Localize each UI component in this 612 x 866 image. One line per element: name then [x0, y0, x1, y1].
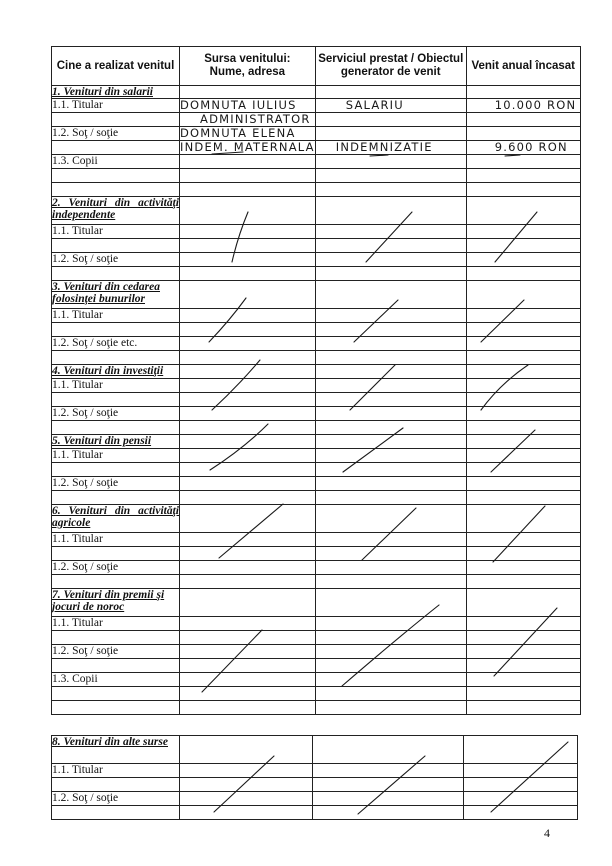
section-title: 5. Venituri din pensii: [52, 435, 180, 449]
handwritten-slash: [354, 300, 398, 342]
section-title: 6. Venituri din activităţi agricole: [52, 505, 180, 533]
handwritten-slash: [219, 504, 283, 558]
col-header-income: Venit anual încasat: [466, 47, 580, 86]
col-header-who: Cine a realizat venitul: [52, 47, 180, 86]
handwritten-slash: [342, 605, 439, 686]
handwritten-slash: [493, 506, 545, 562]
handwritten-slash: [481, 365, 528, 410]
handwritten-service: INDEMNIZATIE: [315, 141, 466, 155]
row-label: 1.1. Titular: [52, 225, 180, 239]
row-label: 1.1. Titular: [52, 764, 180, 778]
row-label: 1.1. Titular: [52, 99, 180, 113]
row-label: 1.2. Soţ / soţie: [52, 645, 180, 659]
row-label: 1.1. Titular: [52, 309, 180, 323]
col-header-service-line2: generator de venit: [340, 66, 441, 78]
handwritten-slash: [343, 428, 403, 472]
handwritten-slash: [210, 424, 268, 470]
handwritten-slash: [366, 212, 412, 262]
handwritten-income: 10.000 RON: [466, 99, 580, 113]
section-title: 7. Venituri din premii şi jocuri de noroc: [52, 589, 180, 617]
handwritten-slash: [491, 742, 568, 812]
handwritten-slash: [362, 508, 416, 560]
handwritten-slash: [481, 300, 524, 342]
handwritten-dash: [212, 152, 243, 154]
handwritten-source: INDEM. MATERNALA: [180, 140, 315, 154]
handwritten-income: 9.600 RON: [466, 141, 580, 155]
row-label: 1.1. Titular: [52, 617, 180, 631]
handwritten-slash: [494, 608, 557, 676]
row-label: 1.2. Soţ / soţie: [52, 792, 180, 806]
row-label: 1.2. Soţ / soţie: [52, 477, 180, 491]
section-title: 3. Venituri din cedarea folosinţei bunurilor: [52, 281, 180, 309]
row-label: 1.2. Soţ / soţie: [52, 561, 180, 575]
row-label: 1.2. Soţ / soţie: [52, 127, 180, 141]
row-label: 1.1. Titular: [52, 449, 180, 463]
row-label: 1.2. Soţ / soţie etc.: [52, 337, 180, 351]
section-title: 8. Venituri din alte surse: [52, 736, 180, 764]
handwritten-source: DOMNUTA IULIUS: [180, 99, 316, 113]
row-label: 1.2. Soţ / soţie: [52, 253, 180, 267]
handwritten-dash: [505, 155, 520, 156]
section-title: 2. Venituri din activităţi independente: [52, 197, 180, 225]
row-label: 1.2. Soţ / soţie: [52, 407, 180, 421]
handwritten-slash: [214, 756, 274, 812]
section-title: 4. Venituri din investiţii: [52, 365, 180, 379]
handwritten-slash: [209, 298, 246, 342]
handwritten-slash: [358, 756, 425, 814]
row-label: 1.3. Copii: [52, 155, 180, 169]
page-number: 4: [544, 826, 550, 840]
handwritten-service: SALARIU: [315, 99, 466, 113]
handwritten-slash: [495, 212, 537, 262]
section-title: 1. Venituri din salarii: [52, 86, 180, 99]
handwritten-source: ADMINISTRATOR: [180, 113, 316, 127]
col-header-source-line1: Sursa venitului:: [204, 53, 291, 65]
handwritten-slash: [232, 212, 248, 262]
col-header-source-line2: Nume, adresa: [209, 66, 286, 78]
handwritten-slash: [212, 360, 260, 410]
handwritten-source: DOMNUTA ELENA: [180, 127, 316, 141]
handwritten-dash: [370, 155, 388, 156]
row-label: 1.1. Titular: [52, 533, 180, 547]
handwritten-slash: [202, 630, 262, 692]
handwritten-slash: [350, 365, 395, 410]
col-header-service-line1: Serviciul prestat / Obiectul: [318, 53, 464, 65]
row-label: 1.3. Copii: [52, 673, 180, 687]
row-label: 1.1. Titular: [52, 379, 180, 393]
handwritten-slash: [491, 430, 535, 472]
